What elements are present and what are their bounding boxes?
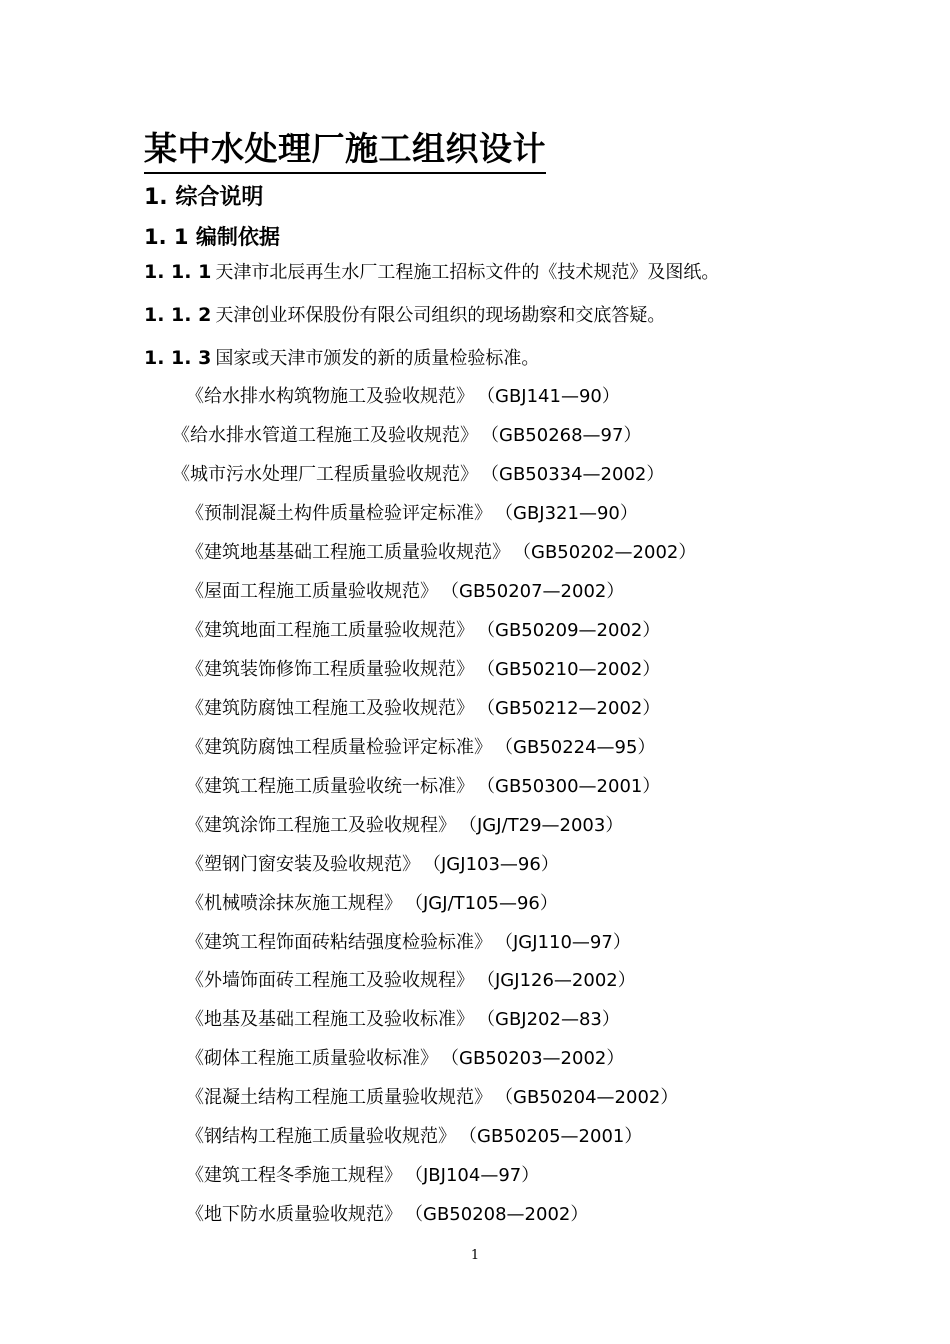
standard-name: 《屋面工程施工质量验收规范》 <box>186 581 438 602</box>
subsection-heading <box>144 221 280 253</box>
standard-item <box>186 852 559 878</box>
standard-item <box>186 774 660 800</box>
standard-item <box>186 968 636 994</box>
standard-code: （GB50210—2002） <box>486 659 661 680</box>
standard-name: 《地基及基础工程施工及验收标准》 <box>186 1009 474 1030</box>
section-heading <box>144 182 263 214</box>
standard-name: 《建筑防腐蚀工程施工及验收规范》 <box>186 698 474 719</box>
standard-name: 《外墙饰面砖工程施工及验收规程》 <box>186 970 474 991</box>
page-number: 1 <box>470 1248 480 1263</box>
standard-name: 《给水排水管道工程施工及验收规范》 <box>172 425 478 446</box>
standard-item <box>186 813 623 839</box>
section-label: 综合说明 <box>175 185 264 210</box>
standard-item <box>186 696 660 722</box>
standard-code: （GBJ202—83） <box>486 1009 620 1030</box>
standard-name: 《钢结构工程施工质量验收规范》 <box>186 1126 456 1147</box>
standard-code: （GB50300—2001） <box>486 776 661 797</box>
standard-name: 《砌体工程施工质量验收标准》 <box>186 1048 438 1069</box>
standard-item <box>186 1046 624 1072</box>
standard-name: 《预制混凝土构件质量检验评定标准》 <box>186 503 492 524</box>
standard-name: 《城市污水处理厂工程质量验收规范》 <box>172 464 478 485</box>
section-number: 1. <box>144 185 168 210</box>
standard-code: （JGJ110—97） <box>504 932 631 953</box>
subsection-label: 编制依据 <box>195 225 280 249</box>
standard-code: （GB50268—97） <box>490 425 642 446</box>
standard-name: 《建筑防腐蚀工程质量检验评定标准》 <box>186 737 492 758</box>
clause-text: 国家或天津市颁发的新的质量检验标准。 <box>215 348 540 369</box>
standard-name: 《地下防水质量验收规范》 <box>186 1204 402 1225</box>
standard-item <box>186 1202 588 1228</box>
standard-name: 《建筑工程冬季施工规程》 <box>186 1165 402 1186</box>
standard-item <box>186 735 655 761</box>
standard-code: （GB50209—2002） <box>486 620 661 641</box>
standard-item <box>186 540 696 566</box>
standard-item <box>186 579 624 605</box>
standard-item <box>186 930 631 956</box>
standard-code: （GBJ321—90） <box>504 503 638 524</box>
standard-name: 《建筑工程施工质量验收统一标准》 <box>186 776 474 797</box>
standard-code: （GB50202—2002） <box>522 542 697 563</box>
standard-item <box>186 1124 642 1150</box>
standard-code: （GB50212—2002） <box>486 698 661 719</box>
standard-code: （GB50205—2001） <box>468 1126 643 1147</box>
standard-name: 《建筑涂饰工程施工及验收规程》 <box>186 815 456 836</box>
clause-number: 1. 1. 3 <box>144 347 212 369</box>
clause-number: 1. 1. 1 <box>144 261 212 283</box>
standard-item <box>172 423 641 449</box>
standard-item <box>186 891 558 917</box>
standard-code: （GB50224—95） <box>504 737 656 758</box>
standard-code: （GB50207—2002） <box>450 581 625 602</box>
standard-code: （JGJ126—2002） <box>486 970 636 991</box>
clause-number: 1. 1. 2 <box>144 304 212 326</box>
clause-1-1-1 <box>144 258 719 287</box>
standard-name: 《建筑地面工程施工质量验收规范》 <box>186 620 474 641</box>
document-title: 某中水处理厂施工组织设计 <box>144 126 546 174</box>
standard-item <box>186 657 660 683</box>
standard-code: （GB50208—2002） <box>414 1204 589 1225</box>
standard-item <box>186 1085 678 1111</box>
standard-item <box>172 462 664 488</box>
standard-name: 《给水排水构筑物施工及验收规范》 <box>186 386 474 407</box>
clause-1-1-2 <box>144 301 665 330</box>
standard-item <box>186 1007 620 1033</box>
clause-text: 天津创业环保股份有限公司组织的现场勘察和交底答疑。 <box>215 305 666 326</box>
standard-code: （GB50334—2002） <box>490 464 665 485</box>
standard-name: 《建筑地基基础工程施工质量验收规范》 <box>186 542 510 563</box>
standard-code: （JGJ/T105—96） <box>414 893 558 914</box>
standard-code: （GB50204—2002） <box>504 1087 679 1108</box>
standard-name: 《建筑工程饰面砖粘结强度检验标准》 <box>186 932 492 953</box>
clause-1-1-3 <box>144 344 539 373</box>
standard-name: 《机械喷涂抹灰施工规程》 <box>186 893 402 914</box>
standard-code: （JGJ103—96） <box>432 854 559 875</box>
standard-code: （GBJ141—90） <box>486 386 620 407</box>
standard-name: 《混凝土结构工程施工质量验收规范》 <box>186 1087 492 1108</box>
standard-item <box>186 501 638 527</box>
standard-item <box>186 1163 539 1189</box>
standard-name: 《建筑装饰修饰工程质量验收规范》 <box>186 659 474 680</box>
clause-text: 天津市北辰再生水厂工程施工招标文件的《技术规范》及图纸。 <box>215 262 720 283</box>
standard-code: （JGJ/T29—2003） <box>468 815 624 836</box>
subsection-number: 1. 1 <box>144 225 189 249</box>
standard-name: 《塑钢门窗安装及验收规范》 <box>186 854 420 875</box>
standard-item <box>186 384 620 410</box>
standard-code: （GB50203—2002） <box>450 1048 625 1069</box>
standard-item <box>186 618 660 644</box>
standard-code: （JBJ104—97） <box>414 1165 540 1186</box>
